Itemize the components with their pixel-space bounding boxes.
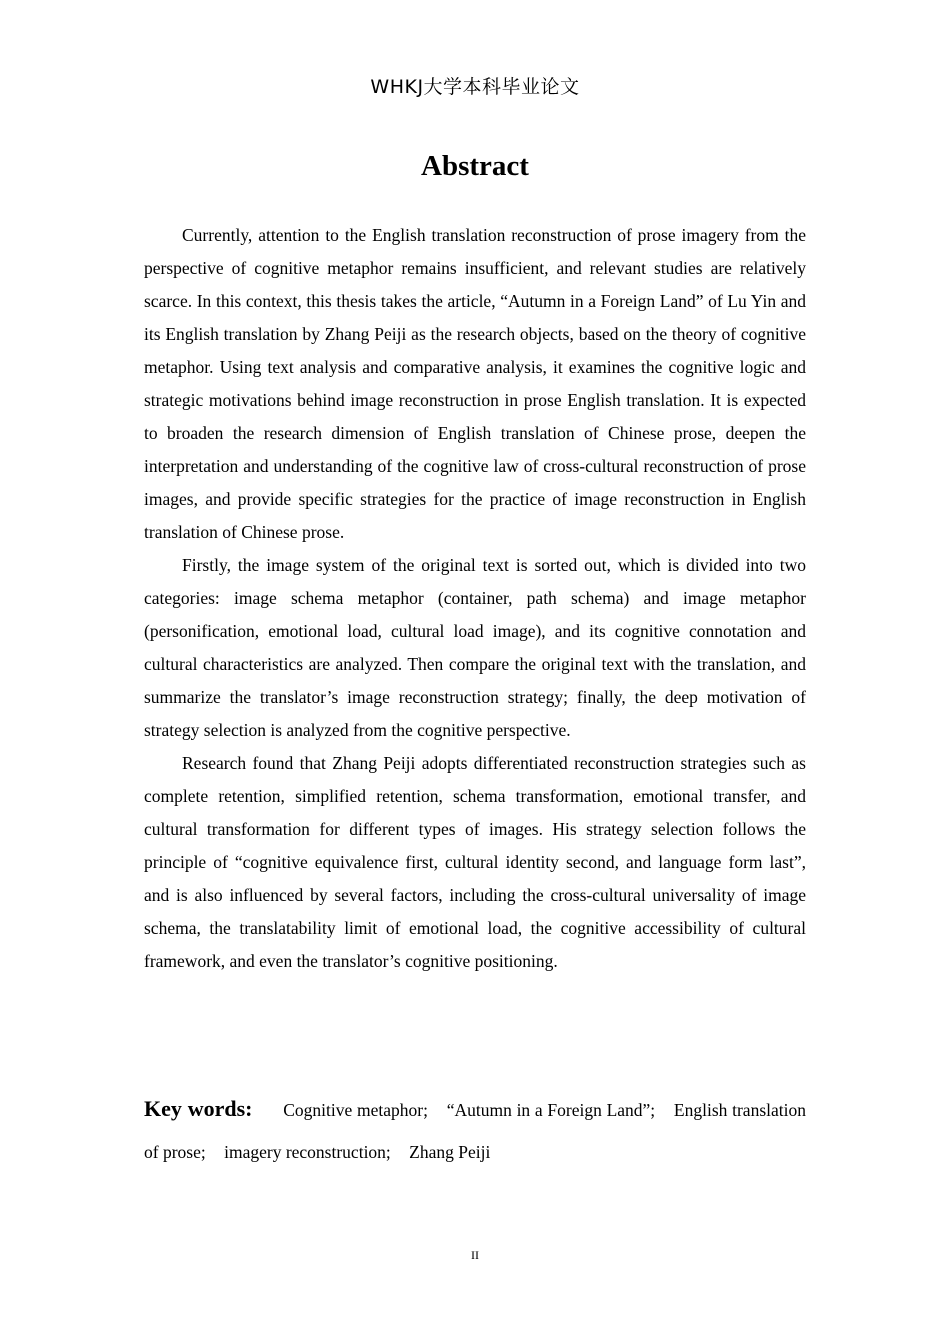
keywords-label: Key words: (144, 1096, 253, 1121)
page-title: Abstract (421, 150, 529, 182)
page-header: WHKJ大学本科毕业论文 (370, 76, 580, 98)
keyword-item: English translation of prose; (144, 1100, 806, 1162)
abstract-paragraph: Currently, attention to the English translation reconstruction of prose imagery from the perspective of cognitive metaphor remains insufficient, and relevant studies are relatively scarce. In this context, this thesis takes the article, “Autumn in a Foreign Land” of Lu Yin and its English translation by Zhang Peiji as the research objects, based on the theory of cognitive metaphor. Using text analysis and comparative analysis, it examines the cognitive logic and strategic motivations behind image reconstruction in prose English translation. It is expected to broaden the research dimension of English translation of Chinese prose, deepen the interpretation and understanding of the cognitive law of cross-cultural reconstruction of prose images, and provide specific strategies for the practice of image reconstruction in English translation of Chinese prose. (144, 225, 806, 542)
page-number: II (471, 1248, 479, 1262)
keyword-item: Cognitive metaphor; (283, 1100, 428, 1120)
keyword-item: “Autumn in a Foreign Land”; (446, 1100, 656, 1120)
abstract-body (144, 219, 806, 978)
keyword-item: Zhang Peiji (409, 1142, 491, 1162)
keyword-item: imagery reconstruction; (224, 1142, 391, 1162)
abstract-paragraph: Research found that Zhang Peiji adopts differentiated reconstruction strategies such as complete retention, simplified retention, schema transformation, emotional transfer, and cultural transformation for different types of images. His strategy selection follows the principle of “cognitive equivalence first, cultural identity second, and language form last”, and is also influenced by several factors, including the cross-cultural universality of image schema, the translatability limit of emotional load, the cognitive accessibility of cultural framework, and even the translator’s cognitive positioning. (144, 753, 806, 971)
abstract-paragraph: Firstly, the image system of the original text is sorted out, which is divided into two categories: image schema metaphor (container, path schema) and image metaphor (personification, emotional load, cultural load image), and its cognitive connotation and cultural characteristics are analyzed. Then compare the original text with the translation, and summarize the translator’s image reconstruction strategy; finally, the deep motivation of strategy selection is analyzed from the cognitive perspective. (144, 555, 806, 740)
keywords-section (144, 1088, 806, 1173)
